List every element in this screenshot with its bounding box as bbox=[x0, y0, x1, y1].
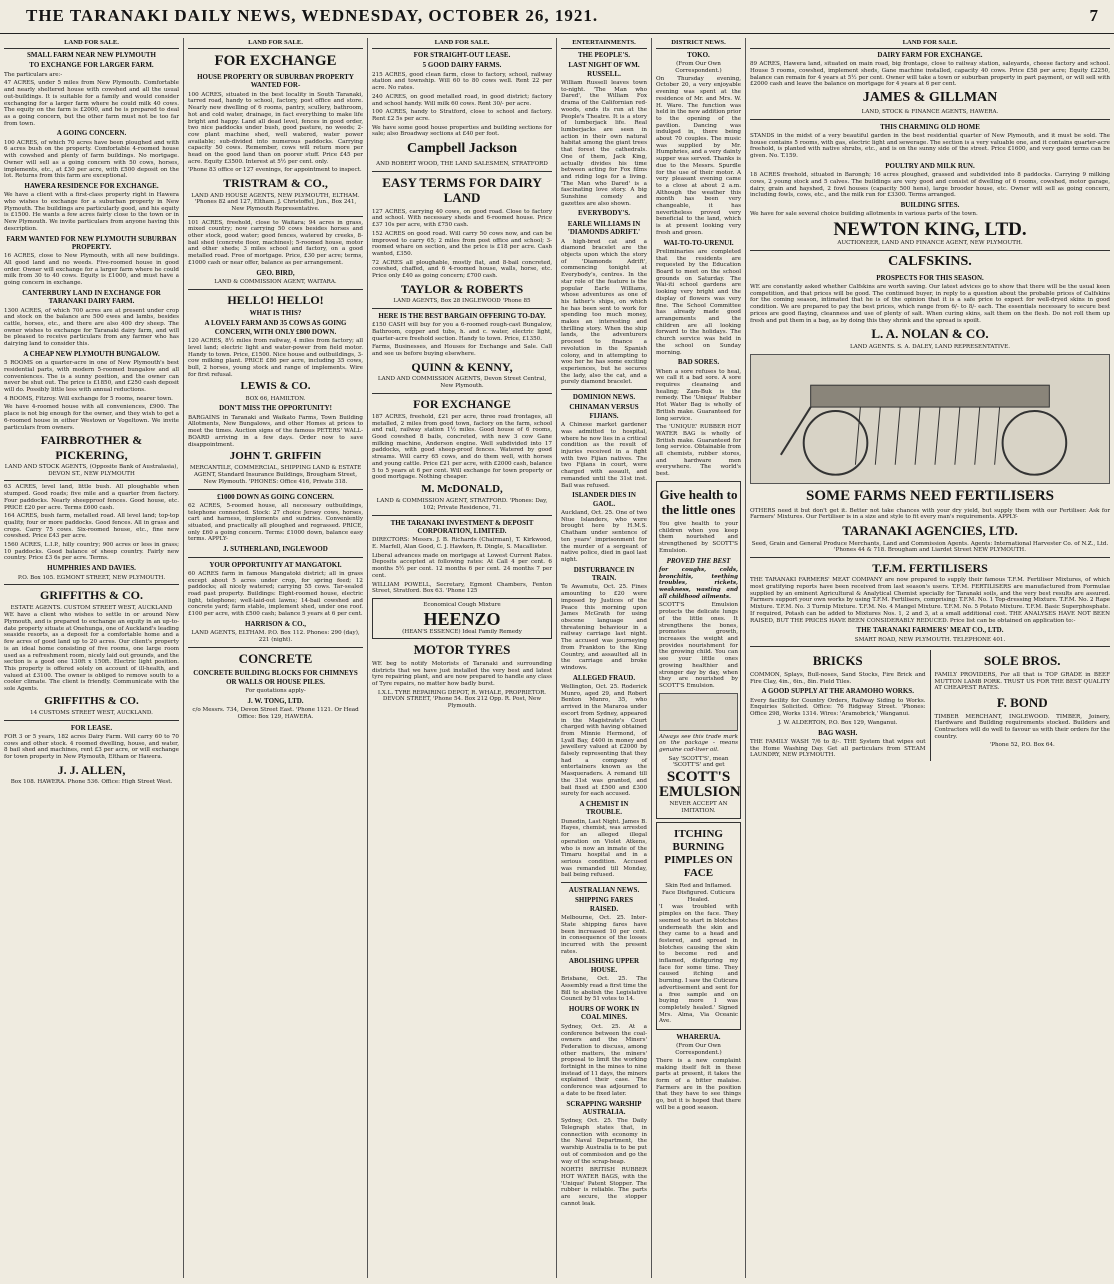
ad-text: The 'UNIQUE' RUBBER HOT WATER BAG is wholly of British make. Guaranteed for long service. Obtainable from all chemists, rubber stores, and hardware men everywhere. The world's best. bbox=[656, 424, 741, 478]
article-text: Auckland, Oct. 25. One of two Niue Islanders, who were brought here by H.M.S. Chatham under sentence of ten years' imprisonment for the murder of a sergeant of native police, died in gaol last night. bbox=[561, 510, 647, 563]
firm-name: M. McDONALD, bbox=[421, 482, 503, 495]
ad-title: SOME FARMS NEED FERTILISERS bbox=[806, 487, 1054, 504]
brand-name: SCOTT'S EMULSION bbox=[659, 769, 741, 801]
section-heading: EVERYBODY'S. bbox=[577, 209, 631, 218]
brand-name: HEENZO bbox=[423, 608, 501, 629]
firm-address: MERCANTILE, COMMERCIAL, SHIPPING LAND & ESTATE AGENT, Standard Insurance Buildings, Brougham Street, New Plymouth. 'PHONES: Office 416, Private 318. bbox=[189, 465, 362, 485]
firm-name: JAMES & GILLMAN bbox=[862, 90, 998, 106]
ad-title: A CHEAP NEW PLYMOUTH BUNGALOW. bbox=[23, 349, 160, 358]
ad-text: THE TARANAKI FARMERS' MEAT COMPANY are now prepared to supply their famous T.F.M. Fertiliser Mixtures, of which most gratifying reports have been received from last season's users. T.F.M. FERTILISERS are manufactured from Formulae supplied by an eminent Agricultural & Analytical Chemist specially for Taranaki soils, and the very best results are assured. Farmers support your own works by using T.F.M. Fertilisers, comprising: T.F.M. No. 1 Top-dressing Mixture. T.F.M. No. 2 Rape Mixture. T.F.M. No. 3 Turnip Mixture. T.F.M. No. 4 Mangel Mixture. T.F.M. No. 5 Potato Mixture. T.F.M. Basic Superphosphate. If required, Potash can be added to Mixtures Nos. 1, 2 and 3, at a small additional cost. THE ANALYSES HAVE NOT BEEN RAISED, BUT THE PRICES HAVE BEEN CONSIDERABLY REDUCED. Price list can be obtained on application to:- bbox=[750, 577, 1110, 624]
column-entertainments bbox=[557, 38, 651, 1278]
section-heading: THE PEOPLE'S. bbox=[577, 50, 631, 59]
ad-subtitle: (HEAN'S ESSENCE) Ideal Family Remedy bbox=[402, 628, 522, 635]
column-heading: LAND FOR SALE. bbox=[750, 38, 1110, 49]
firm-name: HARRISON & CO., bbox=[244, 619, 307, 628]
ad-title: ITCHING BURNING PIMPLES ON FACE bbox=[664, 827, 733, 880]
ad-title: SMALL FARM NEAR NEW PLYMOUTH bbox=[27, 50, 156, 59]
firm-name: TRISTRAM & CO., bbox=[223, 176, 328, 191]
ad-text: 60 ACRES farm in famous Mangatoki district; all in grass except about 5 acres under crop, for spring feed; 12 paddocks; all nicely watered; carrying 55 cows. Tar-sealed road past property. Buildings: Eight-roomed house, electric light, telephone; well-laid-out lawns; 14-bail cowshed and concrete yard; farm stable, implement shed, under one roof. £100 per acre, with £500 cash; balance 5 years at 6 per cent. bbox=[188, 570, 363, 618]
column-heading: LAND FOR SALE. bbox=[4, 38, 179, 49]
article-text: On Thursday evening, October 20, a very enjoyable evening was spent at the residence of Mr. and Mrs. W. H. Ware. The function was held in the new addition prior to the opening of the pavilion. Dancing was indulged in, there being about 70 couples. The music was supplied by Mr. Humphries, and a very dainty supper was served. Thanks is due to the Messrs. Spurdle for the use of their motor. A very pleasant evening came to a close at about 2 a.m. Although the weather this month has been very changeable, it has nevertheless proved very beneficial to the land, which is at present looking very fresh and green. bbox=[656, 75, 741, 236]
divider bbox=[4, 584, 179, 585]
article-title: HOURS OF WORK IN COAL MINES. bbox=[568, 1005, 640, 1022]
ad-text: 164 ACRES, bush farm, metalled road. All level land; top-top quality, four or more paddocks. Good fences. All in grass and crops. Carry 75 cows. Six-roomed house, etc., fine new cowshed. Price £43 per acre. bbox=[4, 513, 179, 540]
firm-address: AUCTIONEER, LAND AND FINANCE AGENT, NEW PLYMOUTH. bbox=[837, 240, 1023, 247]
article-text: A Chinese market gardener was admitted to hospital, where he now lies in a critical condition as the result of injuries received in a fight with two Fijian natives. The two Fijians in court, were charged with assault, and remanded until the 31st inst. Bail was refused. bbox=[561, 422, 647, 489]
firm-address: LAND AGENTS, Box 28 INGLEWOOD 'Phone 85 bbox=[393, 298, 531, 305]
ad-title: HELLO! HELLO! bbox=[227, 292, 324, 307]
ad-text: 100 ACRES, handy to Stratford, close to school and factory. Rent £2 5s per acre. bbox=[372, 109, 552, 122]
ad-text: Say 'SCOTT'S', mean 'SCOTT'S' and get bbox=[668, 755, 729, 769]
article-title: ISLANDER DIES IN GAOL. bbox=[572, 491, 636, 508]
firm-name: L. A. NOLAN & CO. bbox=[871, 326, 989, 342]
ad-text: SCOTT'S Emulsion protects the delicate lungs of the little ones. It strengthens the bones, promotes growth, increases the weight and provides nourishment for the growing child. You can see your little ones growing healthier and stronger day by day, when they are nourished by SCOTT'S Emulsion. bbox=[659, 602, 738, 689]
firm-address: ESTATE AGENTS. CUSTOM STREET WEST, AUCKLAND bbox=[10, 604, 173, 611]
section-heading: TOKO. bbox=[687, 50, 710, 59]
ad-subtitle: 5 GOOD DAIRY FARMS. bbox=[422, 61, 502, 70]
firm-address: LAND AND HOUSE AGENTS, NEW PLYMOUTH, ELTHAM. 'Phones 82 and 127, Eltham. J. Christoffel, Jun., Box 241, New Plymouth Representative. bbox=[191, 192, 360, 212]
ad-subtitle: WHAT IS THIS? bbox=[249, 309, 302, 318]
divider bbox=[561, 389, 647, 390]
firm-address: Box 108. HAWERA. Phone 536. Office: High Street West. bbox=[10, 779, 173, 786]
ad-text: 101 ACRES, freehold, close to Waitara; 94 acres in grass, mixed country; now carrying 50 cows besides horses and other stock, good water; good fences, watered by creeks, 8-bail shed (concrete floor, machines); 5-roomed house, motor and other sheds; 3 miles school and factory, on a good metalled road. Free of mortgage. Price, £30 per acre; terms, £1000 cash or near offer, balance as per arrangement. bbox=[188, 219, 363, 266]
article-text: William Russell leaves town to-night. 'The Man who Dared', the William Fox drama of the Californian red-woods, ends its run at the People's Theatre. It is a story of lumberjack life. Real lumberjacks are seen in action in their own natural habitat among the giant trees that forest the cathedrals. One of them, Jack King, actually divides his time between acting for Fox films and riding logs for a living. 'The Man who Dared' is a fascinating love story. A big Sunshine comedy and gazettes are also shown. bbox=[561, 80, 647, 207]
divider bbox=[750, 557, 1110, 558]
article-title: CHINAMAN VERSUS FIJIANS. bbox=[569, 403, 639, 420]
ad-text: We have a client with a first-class property right in Hawera who wishes to exchange for a suburban property in New Plymouth. The buildings are particularly good, and his equity is £1500. He wants a few acres fairly close to the town or in New Plymouth. We invite particulars from anyone having this description. bbox=[4, 192, 179, 232]
masthead bbox=[0, 0, 1114, 34]
column-heading: DISTRICT NEWS. bbox=[656, 38, 741, 49]
ad-title: FARM WANTED FOR NEW PLYMOUTH SUBURBAN PROPERTY. bbox=[6, 234, 177, 251]
ad-title: T.F.M. FERTILISERS bbox=[872, 560, 988, 575]
section-heading: WHARERUA. bbox=[676, 1033, 721, 1042]
ad-text: 63 ACRES, level land, little bush. All ploughable when stumped. Good roads; five mile and a quarter from factory. Four paddocks. Nearly sheepproof fences. Good house, etc. PRICE £20 per acre. Terms £600 cash. bbox=[4, 484, 179, 511]
article-text: Sydney, Oct. 25. At a conference between the coal-owners and the Miners' Federation to discuss, among other matters, the miners' proposal to limit the working fortnight in the mines to nine instead of 11 days, the miners explained their case. The conference was adjourned to a date to be fixed later. bbox=[561, 1023, 647, 1097]
firm-address: Seed, Grain and General Produce Merchants, Land and Commission Agents. Agents: International Harvester Co. of N.Z., Ltd. 'Phones 44 & 718. Brougham and Liardet Street NEW PLYMOUTH. bbox=[751, 540, 1109, 554]
ad-text: 100 ACRES, of which 70 acres have been ploughed and with 6 acres bush on the property. Comfortable 4-roomed house with cowshed and plenty of farm buildings. No mortgage. Owner will sell as a going concern with 50 cows, horses, implements, etc., at £30 per acre, with £500 deposit on the lot. Returns from this farm are exceptional. bbox=[4, 139, 179, 180]
ad-title: EASY TERMS FOR DAIRY LAND bbox=[382, 174, 542, 206]
divider bbox=[188, 557, 363, 558]
firm-name: J. W. TONG, LTD. bbox=[247, 696, 304, 705]
ad-title: Give health to the little ones bbox=[659, 486, 738, 518]
divider bbox=[750, 119, 1110, 120]
ad-text: 1560 ACRES, L.I.P., hilly country; 900 acres or less in grass; 10 paddocks. Good balance of sheep country. Fairly new country. Price £3 6s per acre. Terms. bbox=[4, 542, 179, 562]
bottom-ads-row bbox=[750, 650, 1110, 761]
byline: (From Our Own Correspondent.) bbox=[675, 61, 722, 74]
divider bbox=[750, 250, 1110, 251]
section-heading: FOR LEASE. bbox=[70, 723, 113, 732]
ad-title: DAIRY FARM FOR EXCHANGE. bbox=[877, 50, 983, 59]
section-heading: BAD SORES. bbox=[677, 358, 720, 367]
firm-address: J. W. ALDERTON, P.O. Box 129, Wanganui. bbox=[778, 719, 898, 726]
ad-title: A GOING CONCERN. bbox=[56, 129, 127, 138]
firm-address: 14 CUSTOMS STREET WEST, AUCKLAND. bbox=[30, 709, 153, 716]
firm-name: THE TARANAKI INVESTMENT & DEPOSIT CORPORATION, LIMITED. bbox=[390, 518, 534, 535]
column-land-for-sale-right bbox=[746, 38, 1114, 1278]
divider bbox=[4, 480, 179, 481]
article-text: Dunedin, Last Night. James B. Hayes, chemist, was arrested for an alleged illegal operation on Violet Atkens, who is now an inmate of the Timaru hospital and in a serious condition. Accused was remanded till Monday, bail being refused. bbox=[561, 818, 647, 879]
ad-subtitle: A LOVELY FARM AND 35 COWS AS GOING CONCERN, WITH ONLY £800 DOWN. bbox=[204, 319, 347, 336]
ad-title: FOR STRAIGHT-OUT LEASE. bbox=[413, 50, 511, 59]
firm-address: 'Phone 52, P.O. Box 64. bbox=[989, 742, 1055, 749]
firm-address: LAND AND COMMISSION AGENTS, Devon Street Central, New Plymouth. bbox=[377, 376, 547, 389]
firm-name: SOLE BROS. bbox=[983, 653, 1061, 669]
section-heading: AUSTRALIAN NEWS. bbox=[568, 886, 640, 895]
ad-text: Always see this trade mark on the package - means genuine cod-liver oil. bbox=[659, 733, 738, 754]
divider bbox=[750, 646, 1110, 647]
firm-name: HUMPHRIES AND DAVIES. bbox=[47, 564, 136, 573]
heenzo-ad bbox=[372, 598, 552, 639]
ad-text: 89 ACRES, Hawera land, situated on main road, big frontage, close to railway station, saleyards, cheese factory and school. House 5 rooms, cowshed, implement sheds, Gane machine installed, capacity 40 cows. Price £58 per acre; Equity £2250, balance can remain for 4 years at 5½ per cent. Owner will take a town or suburban property in part payment, or will sell with £2000 cash and leave the balance on mortgage for 4 years at 6 per cent. bbox=[750, 61, 1110, 88]
firm-address: LAND & COMMISSION AGENT, WAITARA. bbox=[214, 278, 337, 285]
firm-name: F. BOND bbox=[996, 695, 1048, 711]
article-text: Wellington, Oct. 25. Roderick Munro, aged 29, and Robert Benton Munro, 35, who arrived in the Mararoa under escort from Sydney, appeared in the Magistrate's Court charged with having obtained from Minnie Hermond, of Lyall Bay, £400 in money and jewellery valued at £2000 by falsely representing that they had a company of entertainers known as the Masqueraders. A remand till the 31st was granted, and bail fixed at £500 and £300 surety for each accused. bbox=[561, 684, 647, 798]
ad-text: 62 ACRES, 5-roomed house, all necessary outbuildings, telephone connected. Stock: 27 choice Jersey cows, horses, cart and harness, implements and sundries. Conveniently situated, and practically all ploughed and regrassed. PRICE, only £60 a going concern. Terms: £1000 down, balance easy terms. APPLY- bbox=[188, 502, 363, 543]
ad-text: We have for sale several choice building allotments in various parts of the town. bbox=[750, 211, 978, 218]
firm-address: I.X.L. TYRE REPAIRING DEPOT, R. WHALE, PROPRIETOR. DEVON STREET, 'Phone 54. Box 212 Opp. R. Post, New Plymouth. bbox=[377, 689, 547, 710]
ad-text: Every facility for Country Orders, Railway Siding to Works. Enquiries Solicited. Office: 76 Ridgway Street. 'Phones: Office 298, Works 1314. Wires: 'Aramobrick,' Wanganui. bbox=[750, 697, 926, 718]
article-title: DISTURBANCE IN TRAIN. bbox=[573, 565, 635, 583]
ad-title: BAG WASH. bbox=[818, 728, 858, 737]
ad-text: 240 ACRES, on good metalled road, in good district; factory and school handy. Will milk 60 cows. Rent 30/- per acre. bbox=[372, 93, 552, 107]
ad-text: TIMBER MERCHANT, INGLEWOOD. TIMBER, Joinery, Hardware and Building requirements stocked. Builders and Contractors will do well to favour us with their orders for the country. bbox=[934, 713, 1110, 740]
firm-address: LAND & COMMISSION AGENT, STRATFORD. 'Phones: Day, 102; Private Residence, 71. bbox=[376, 498, 548, 511]
article-text: A high-bred cat and a diamond bracelet are the objects upon which the story of 'Diamonds Adrift', commencing tonight at Everybody's, centres. In the star role of the feature is the popular Earle Williams, whose adventures as one of his father's ships, on which he has been sent to work for spending too much money, makes an interesting and thrilling story. When the ship lands, the adventurers proceed to finance a revolution in the Spanish colony, and in attempting to woo her he has some exciting experiences, but he secures the lady, also the cat, and a purely diamond bracelet. bbox=[561, 238, 647, 386]
ad-text: WILLIAM POWELL, Secretary, Egmont Chambers, Fenton Street, Stratford. Box 63. 'Phone 125 bbox=[372, 581, 552, 595]
ad-subtitle: TO EXCHANGE FOR LARGER FARM. bbox=[29, 61, 154, 70]
article-text: Brisbane, Oct. 25. The Assembly read a first time the Bill to abolish the Legislative Council by 51 votes to 14. bbox=[561, 976, 647, 1003]
ad-title: FOR EXCHANGE bbox=[413, 396, 511, 411]
ad-text: WE have a client who wishes to settle in or around New Plymouth, and is prepared to exchange an equity in an up-to-date property situate at Onehunga, one of Auckland's leading seaside resorts, as a deposit for a comfortable home and a few acres of good land up to 20 acres. Our client's property is an ideal home consisting of five rooms, one large room used as a refreshment room, nicely laid out grounds, and the section is a good one 130ft x 150ft. Electric light position. This property is offered solely on account of ill-health, and valued at £3100. The owner is obliged to remove south to a cooler climate. The client is friendly. Communicate with the sole Agents. bbox=[4, 612, 179, 693]
ad-title: HAWERA RESIDENCE FOR EXCHANGE. bbox=[24, 181, 159, 190]
ad-title: CALFSKINS. bbox=[888, 253, 972, 269]
ad-text: FOR 3 or 5 years, 182 acres Dairy Farm. Will carry 60 to 70 cows and other stock. 4 roomed dwelling, house, and water, 8 bail shed and machines, rent £3 per acre, or will exchange for town property in New Plymouth, Eltham or Hawera. bbox=[4, 734, 179, 761]
ad-text: STANDS in the midst of a very beautiful garden in the best residential quarter of New Plymouth, and it must be sold. The house contains 5 rooms, with gas, electric light and sewerage. The section is a very valuable one, and it contains quarter-acre freehold, is planted with native shrubs, etc., and is on the sunny side of the street. Price £1600, and very good terms can be given. No. T.159. bbox=[750, 133, 1110, 160]
firm-name: J. SUTHERLAND, INGLEWOOD bbox=[223, 545, 328, 554]
article-title: LAST NIGHT OF WM. RUSSELL. bbox=[568, 61, 640, 78]
sole-bros-ad bbox=[930, 650, 1111, 761]
article-text: There is a new complaint making itself felt in these parts at present, it takes the form of a bitter malaise. Farmers are in the position that they have to see things go, but it is hoped that there will be a good season. bbox=[656, 1057, 741, 1111]
ad-text: WE beg to notify Motorists of Taranaki and surrounding districts that we have just installed the very best and latest tyre repairing plant, and are now prepared to handle any class of Tyre repairs, no matter how badly burst. bbox=[372, 660, 552, 688]
divider bbox=[188, 489, 363, 490]
ad-text: 100 ACRES, situated in the best locality in South Taranaki, tarred road, handy to school, factory, post office and store. Nearly new dwelling of 6 rooms, pantry, scullery, bathroom, hot and cold water, drainage, in fact everything to make life bright and happy. Land all dead level, fences in good order, two nice paddocks under bush, good pasture, no weeds; 2-cow plant machine shed, well watered, water power available; sub-divided into numerous paddocks. Carrying capacity 50 cows. Remember, cows will return more per head on the good land than on poorer stuff. Price £45 per acre. Equity £3500. Interest at 5½ per cent. only. bbox=[188, 91, 363, 165]
article-text: Preliminaries are completed that the residents are requested by the Education Board to meet on the school grounds on Saturday. The Wai-iti school gardens are looking very bright and the display of flowers was very fine. The School Committee has already made good arrangements and the children are all looking forward to the holidays. The church service was held in the school on Sunday morning. bbox=[656, 248, 741, 356]
ad-title: YOUR OPPORTUNITY AT MANGATOKI. bbox=[209, 560, 342, 569]
divider bbox=[188, 216, 363, 217]
column-land-for-sale-2 bbox=[184, 38, 367, 1278]
column-district-news bbox=[652, 38, 745, 1278]
page-number: 7 bbox=[1089, 6, 1098, 26]
firm-address: P.O. Box 105. EGMONT STREET, NEW PLYMOUTH. bbox=[17, 574, 166, 581]
divider bbox=[188, 647, 363, 648]
ad-text: 127 ACRES, carrying 40 cows, on good road. Close to factory and school. With necessary sheds and 6-roomed house. Price £37 10s per acre, with £750 cash. bbox=[372, 208, 552, 229]
ad-text: Liberal advances made on mortgage at Lowest Current Rates. Deposits accepted at following rates: At Call 4 per cent. 6 months 5½ per cent. 12 months 6 per cent. 24 months 7 per cent. bbox=[372, 552, 552, 579]
ad-text: 187 ACRES, freehold, £21 per acre, three road frontages, all metalled, 2 miles from good town, factory on the farm, school and rail, railway station 1½ miles. Good house of 6 rooms, Good cowshed 8 bails, concreted, with new 3 cow Gane milking machine, Anderson engine. Well subdivided into 17 paddocks, with good sheep-proof fences. Watered by good streams. Will carry 65 cows, and do them well, with horses and young cattle. Price £21 per acre, with £2000 cash, balance 5 to 5 years at 6 per cent. Will exchange for town property or good mortgage. Nothing cheaper. bbox=[372, 413, 552, 481]
ad-text: 72 ACRES all ploughable, mostly flat, and 8-bail concreted, cowshed, chaffed, and 6 4-roomed house, walls, horse, etc. Price only £40 as going concern; £700 cash. bbox=[372, 259, 552, 280]
column-land-for-sale-3 bbox=[368, 38, 556, 1278]
ad-text: 16 ACRES, close to New Plymouth, with all new buildings. All good land and no weeds. Five-roomed house in good order. Owner will exchange for a larger farm where he could milk from 30 to 40 cows. Equity is £1000, and must have a going concern in exchange. bbox=[4, 253, 179, 287]
column-land-for-sale-1 bbox=[0, 38, 183, 1278]
firm-name: NEWTON KING, LTD. bbox=[833, 219, 1027, 241]
article-title: SCRAPPING WARSHIP AUSTRALIA. bbox=[566, 1099, 642, 1116]
ad-text: 'I was troubled with pimples on the face. They seemed to start in blotches underneath the skin and they came to a head and festered, and spread in blotches causing the skin to become red and inflamed, disfiguring my face for some time. They caused itching and burning. I saw the Cuticura advertisement and sent for a free sample and on buying more I was completely healed.' Signed Mrs. Alma, Via Oceanic Ave. bbox=[659, 904, 738, 1025]
firm-name: THE TARANAKI FARMERS' MEAT CO., LTD. bbox=[856, 626, 1004, 635]
firm-address: c/o Messrs. 734, Devon Street East. 'Phone 1121. Or Head Office: Box 129, HAWERA. bbox=[192, 707, 359, 720]
ad-text: NEVER ACCEPT AN IMITATION. bbox=[669, 801, 728, 814]
ad-text: DIRECTORS: Messrs. J. B. Richards (Chairman), T. Kirkwood, E. Marfell, Alan Good, C. J. Hawken, R. Dingle, S. Macallister. bbox=[372, 537, 552, 551]
ad-text: For quotations apply- bbox=[245, 688, 306, 694]
byline: (From Our Own Correspondent.) bbox=[675, 1043, 722, 1057]
ad-text: FAMILY PROVIDERS, For all that is TOP GRADE in BEEF MUTTON LAMB PORK. TRUST US FOR THE BEST QUALITY AT CHEAPEST RATES. bbox=[934, 671, 1110, 692]
divider bbox=[561, 882, 647, 883]
ad-title: POULTRY AND MILK RUN. bbox=[885, 161, 975, 170]
divider bbox=[188, 289, 363, 290]
ad-text: for coughs, colds, bronchitis, teething troubles, rickets, weakness, wasting and all childhood ailments. bbox=[659, 566, 738, 600]
ad-subtitle: PROSPECTS FOR THIS SEASON. bbox=[876, 273, 984, 282]
firm-name: TAYLOR & ROBERTS bbox=[400, 281, 524, 296]
divider bbox=[372, 393, 552, 394]
firm-address: LAND, STOCK & FINANCE AGENTS, HAWERA. bbox=[861, 108, 999, 115]
firm-name: LEWIS & CO. bbox=[240, 380, 311, 393]
ad-text: OTHERS need it but don't get it. Better not take chances with your dry yield, but supply them with our Fertiliser. Ask for Farmers' Mixtures. Our Fertiliser is in a size and style to fit every man's requirements. APPLY- bbox=[750, 507, 1110, 521]
article-text: Sydney, Oct. 25. The Daily Telegraph states that, in connection with economy in the Naval Department, the warship Australia is to be put out of commission and go the way of the scrap-heap. bbox=[561, 1118, 647, 1165]
ad-title: DON'T MISS THE OPPORTUNITY! bbox=[219, 404, 332, 413]
ad-title: CANTERBURY LAND IN EXCHANGE FOR TARANAKI DAIRY FARM. bbox=[22, 288, 161, 306]
ad-subtitle: Economical Cough Mixture bbox=[423, 601, 501, 608]
ad-text: 1300 ACRES, of which 700 acres are at present under crop and stock on the balance are 500 ewes and lambs, besides cattle, horses, etc., and there are also 400 dry sheep. The owner wishes to exchange for Taranaki dairy farm, and will be pleased to receive particulars from any farmer who has dairying land to consider this. bbox=[4, 307, 179, 348]
divider bbox=[372, 308, 552, 309]
firm-name: JOHN T. GRIFFIN bbox=[229, 450, 322, 463]
seed-drill-icon bbox=[751, 355, 1109, 483]
ad-text: We have some good house properties and building sections for sale; also Broadway sections at £40 per foot. bbox=[372, 124, 552, 138]
column-heading: LAND FOR SALE. bbox=[188, 38, 363, 49]
firm-name: Campbell Jackson bbox=[406, 141, 518, 157]
ad-text: 215 ACRES, good clean farm, close to factory, school, railway station and township. Will 60 to 80 cows well. Rent 22 per acre. No rates. bbox=[372, 71, 552, 92]
ad-title: BRICKS bbox=[812, 653, 863, 669]
firm-name: J. J. ALLEN, bbox=[57, 762, 126, 777]
ad-text: The particulars are:- bbox=[4, 71, 63, 78]
trade-mark-illustration bbox=[659, 693, 738, 731]
article-title: ABOLISHING UPPER HOUSE. bbox=[568, 957, 640, 974]
ad-text: 5 ROOMS on a quarter-acre in one of New Plymouth's best residential parts, with modern 5-roomed bungalow and all conveniences. The is a sunny position, and the owner can never be shut out. The price is £1850, and £250 cash deposit will do. Possibly little less with annual reductions. bbox=[4, 360, 179, 394]
article-title: SHIPPING FARES RAISED. bbox=[574, 896, 634, 913]
ad-text: COMMON, Splays, Bull-noses, Sand Stocks, Fire Brick and Fire Clay, 4in., 6in., 8in. Field Tiles. bbox=[750, 671, 926, 685]
ad-title: BUILDING SITES. bbox=[900, 201, 960, 210]
section-heading: WAI-TO-TO-URENUI. bbox=[663, 238, 734, 247]
ad-text: We have 4-roomed house with all conveniences, £900. The place is not big enough for the owner, and they wish to get a 6-roomed house in either Westown or Vogeltown. We invite particulars from owners. bbox=[4, 404, 179, 431]
masthead-title: THE TARANAKI DAILY NEWS, WEDNESDAY, OCTOBER 26, 1921. bbox=[26, 6, 599, 26]
ad-text: 18 ACRES freehold, situated in Barongh; 16 acres ploughed, grassed and subdivided into 8 paddocks. Carrying 9 milking cows, 2 young stock and 5 calves. The buildings are very good and consist of dwelling of 6 rooms, cowshed, motor garage, dairy, grain and hayshed, 2 fowl houses (capacity 500 hens), large brooder house, etc. Owner will sell as going concern, including fowls, cows, etc., and the milk run for £3300. Terms arranged. bbox=[750, 172, 1110, 199]
firm-address: LAND AGENTS. S. A. DALEY, LAND REPRESENTATIVE. bbox=[849, 343, 1011, 350]
article-title: EARLE WILLIAMS IN 'DIAMONDS ADRIFT.' bbox=[567, 219, 641, 237]
ad-subtitle: HOUSE PROPERTY OR SUBURBAN PROPERTY WANTED FOR- bbox=[197, 72, 354, 90]
seed-drill-illustration bbox=[750, 354, 1110, 484]
ad-title: CONCRETE bbox=[238, 650, 313, 666]
firm-address: LAND AND STOCK AGENTS, (Opposite Bank of Australasia), DEVON ST., NEW PLYMOUTH bbox=[4, 464, 179, 477]
bricks-ad bbox=[750, 650, 926, 761]
firm-name: QUINN & KENNY, bbox=[411, 359, 513, 374]
article-text: Te Awamutu, Oct. 25. Fines amounting to £20 were imposed by Justices of the Peace this morning upon James McGrath for using obscene language and threatening behaviour in a railway carriage last night. The accused was journeying from Frankton to the King Country, and assaulted all in the carriage and broke windows. bbox=[561, 584, 647, 671]
ad-subtitle: PROVED THE BEST bbox=[666, 556, 731, 565]
cuticura-ad bbox=[656, 822, 741, 1031]
firm-name: GRIFFITHS & CO. bbox=[39, 588, 143, 603]
firm-address: LAND AGENTS, ELTHAM. P.O. Box 112. Phones: 290 (day), 221 (night). bbox=[191, 630, 360, 643]
divider bbox=[372, 171, 552, 172]
ad-text: 'Phone 83 office or 127 evenings, for appointment to inspect. bbox=[188, 167, 362, 174]
ad-subtitle: Skin Red and Inflamed. Face Disfigured. Cuticura Healed. bbox=[662, 883, 735, 903]
ad-subtitle: CONCRETE BUILDING BLOCKS FOR CHIMNEYS OR WALLS OR HOUSE PILES. bbox=[193, 669, 358, 686]
ad-title: THIS CHARMING OLD HOME bbox=[880, 122, 980, 131]
ad-text: You give health to your children when you keep them nourished and strengthened by SCOTT'S Emulsion. bbox=[659, 521, 738, 554]
firm-address: AND ROBERT WOOD, THE LAND SALESMEN, STRATFORD bbox=[376, 160, 548, 167]
ad-text: BARGAINS in Taranaki and Waikato Farms, Town Building Allotments, New Bungalows, and other Homes at prices to meet the times. Auction signs of the famous PETERS' WALL-BOARD arriving in a few days. Order now to save disappointment. bbox=[188, 414, 363, 448]
column-heading: ENTERTAINMENTS. bbox=[561, 38, 647, 49]
ad-subtitle: A GOOD SUPPLY AT THE ARAMOHO WORKS. bbox=[761, 687, 914, 696]
firm-name: TARANAKI AGENCIES, LTD. bbox=[842, 522, 1018, 538]
firm-name: GRIFFITHS & CO. bbox=[44, 694, 139, 707]
ad-title: MOTOR TYRES bbox=[413, 642, 511, 658]
divider bbox=[372, 515, 552, 516]
firm-name: GEO. BIRD, bbox=[256, 268, 295, 277]
firm-address: SMART ROAD, NEW PLYMOUTH. TELEPHONE 401. bbox=[854, 636, 1006, 643]
article-title: ALLEGED FRAUD. bbox=[572, 673, 636, 682]
ad-title: £1000 DOWN AS GOING CONCERN. bbox=[217, 492, 334, 501]
ad-text: 152 ACRES on good road. Will carry 50 cows now, and can be improved to carry 65; 2 miles from post office and school; 3-roomed whare on section, and the price is £18 per acre. Cash wanted, £350. bbox=[372, 230, 552, 257]
firm-address: BOX 66, HAMILTON. bbox=[245, 395, 306, 402]
ad-text: WE are constantly asked whether Calfskins are worth saving. Our latest advices go to show that there will be the usual keen competition, and that prices will be good. The continued buyer, in reply to a question about the probable prices of Calfskins for the coming season, intimated that he is of the opinion that it is a safe price to expect for well-dryed skins in good condition. We are prepared to pay the best prices, which range from 6/- to 8/- each. The essentials necessary to secure best prices are good flaying, cleanness and use of plenty of salt. When curing skins, salt them on the flesh. Do not roll them up fresh and put them in a bag, as by doing this they shrink and the spread is spoilt. bbox=[750, 284, 1110, 324]
ad-text: 4 ROOMS, Fitzroy. Will exchange for 5 rooms, nearer town. bbox=[4, 395, 173, 402]
firm-name: FAIRBROTHER & PICKERING, bbox=[40, 433, 143, 462]
ad-text: THE FAMILY WASH 7/6 to 8/-. THE System that wipes out the Home Washing Day. Get all particulars from STEAM LAUNDRY, NEW PLYMOUTH. bbox=[750, 738, 926, 759]
ad-text: Farms, Businesses, and Houses for Exchange and Sale. Call and see us before buying elsewhere. bbox=[372, 344, 552, 358]
ad-text: NORTH BRITISH RUBBER HOT WATER BAGS, with the 'Unique' Patent Stopper. The rubber is reliable. The parts are secure, the stopper cannot leak. bbox=[561, 1167, 647, 1207]
ad-title: HERE IS THE BEST BARGAIN OFFERING TO-DAY. bbox=[378, 311, 546, 320]
divider bbox=[4, 720, 179, 721]
ad-text: £150 CASH will buy for you a 6-roomed rough-cast Bungalow, Bathroom, copper and tubs, h. and c. water, electric light, quarter-acre freehold section. Handy to town. Price, £1350. bbox=[372, 322, 552, 342]
article-title: A CHEMIST IN TROUBLE. bbox=[579, 799, 629, 817]
ad-text: 47 ACRES, under 5 miles from New Plymouth. Comfortable and nearly sheltered house with cowshed and all the usual out-buildings. It is suitable for a family and would consider exchanging for a larger farm where he could milk 40 cows. The equity on the farm is £2000, and he is prepared to deal as a going concern, but the other farm must not be too far from town. bbox=[4, 80, 179, 127]
article-text: Melbourne, Oct. 25. Inter-State shipping fares have been increased 10 per cent. in consequence of the losses incurred with the present rates. bbox=[561, 915, 647, 955]
ad-text: 120 ACRES, 8½ miles from railway, 4 miles from factory; all level land; electric light and water-power from field motor. Handy to town. Price, £1500. Nice house and outbuildings, 3-cow milking plant. PRICE £86 per acre, including 35 cows, bull, 2 horses, young stock and range of implements. Wire for first refusal. bbox=[188, 338, 364, 378]
ad-title: FOR EXCHANGE bbox=[214, 52, 337, 69]
column-heading: LAND FOR SALE. bbox=[372, 38, 552, 49]
article-text: When a sore refuses to heal, we call it a bad sore. A sore requires cleansing and healing; Zam-Buk is the remedy. The 'Unique' Rubber Hot Water Bag is wholly of British make. Guaranteed for long service. bbox=[656, 368, 741, 422]
scotts-emulsion-ad bbox=[656, 481, 741, 819]
section-heading: DOMINION NEWS. bbox=[572, 393, 636, 402]
